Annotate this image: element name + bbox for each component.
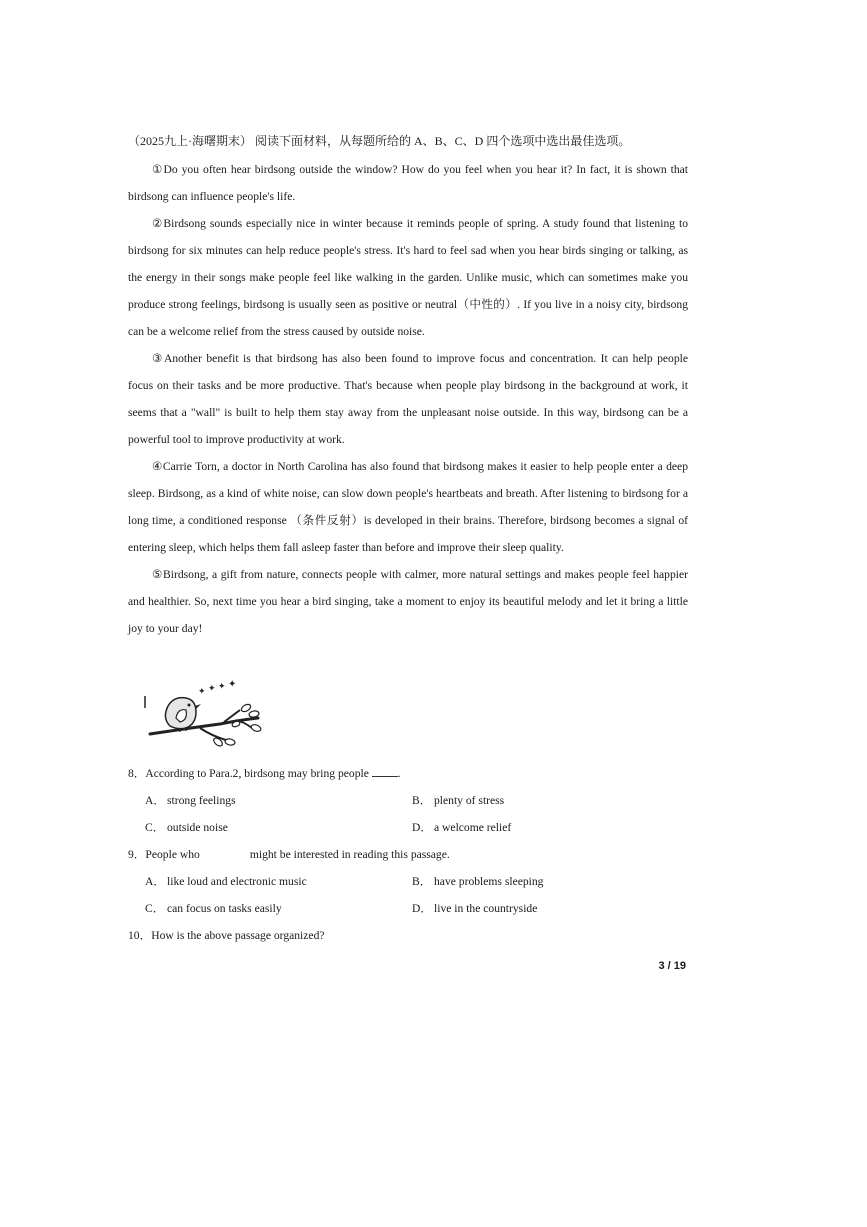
question-9-number: 9．: [128, 848, 146, 861]
option-letter: C．: [145, 902, 165, 915]
page-number: 3 / 19: [658, 960, 686, 972]
question-8-stem: According to Para.2, birdsong may bring people: [145, 767, 369, 780]
question-9-options-row-1: [128, 868, 688, 895]
passage-paragraph-3: ③Another benefit is that birdsong has also been found to improve focus and concentration. It can help people focus on their tasks and be more productive. That's because when people play birdsong in the background at work, it seems that a "wall" is built to help them stay away from the unpleasant noise outside. In this way, birdsong can be a powerful tool to improve productivity at work.: [128, 352, 688, 446]
question-8-number: 8．: [128, 767, 146, 780]
svg-text:✦: ✦: [208, 684, 216, 694]
passage-paragraph-2: ②Birdsong sounds especially nice in winter because it reminds people of spring. A study found that listening to birdsong for six minutes can help reduce people's stress. It's hard to feel sad when you hear birds singing or talking, as the energy in their songs make people feel like walking in the garden. Unlike music, which can sometimes make you produce strong feelings, birdsong is usually seen as positive or neutral（中性的）. If you live in a noisy city, birdsong can be a welcome relief from the stress caused by outside noise.: [128, 217, 688, 338]
question-8-stem-end: .: [397, 767, 401, 780]
svg-text:✦: ✦: [218, 682, 226, 692]
option-letter: A．: [145, 875, 165, 888]
svg-text:✦: ✦: [198, 687, 206, 697]
question-9: [128, 841, 688, 868]
option-letter: D．: [412, 902, 432, 915]
question-8-option-b[interactable]: [412, 787, 679, 814]
question-9-stem: People who: [145, 848, 200, 861]
question-9-option-b[interactable]: [412, 868, 679, 895]
option-letter: B．: [412, 875, 432, 888]
passage-paragraph-4: ④Carrie Torn, a doctor in North Carolina has also found that birdsong makes it easier to help people enter a deep sleep. Birdsong, as a kind of white noise, can slow down people's heartbeats and breath. After listening to birdsong for a long time, a conditioned response （条件反射）is developed in their brains. Therefore, birdsong becomes a signal of entering sleep, which helps them fall asleep faster than before and improve their sleep quality.: [128, 460, 688, 554]
question-9-option-a[interactable]: [145, 868, 412, 895]
option-letter: C．: [145, 821, 165, 834]
option-text: live in the countryside: [434, 902, 538, 915]
question-8-options-row-1: [128, 787, 688, 814]
option-letter: D．: [412, 821, 432, 834]
option-text: a welcome relief: [434, 821, 512, 834]
question-9-option-c[interactable]: [145, 895, 412, 922]
bird-on-branch-icon: [140, 678, 270, 754]
option-text: like loud and electronic music: [167, 875, 307, 888]
option-text: can focus on tasks easily: [167, 902, 282, 915]
question-8-options-row-2: [128, 814, 688, 841]
answer-blank: [372, 764, 398, 777]
passage-paragraph-1: ①Do you often hear birdsong outside the window? How do you feel when you hear it? In fact, it is shown that birdsong can influence people's life.: [128, 163, 688, 203]
option-text: strong feelings: [167, 794, 236, 807]
question-10: [128, 922, 688, 949]
question-8-option-c[interactable]: [145, 814, 412, 841]
question-10-number: 10．: [128, 929, 152, 942]
reading-instruction: [128, 133, 688, 149]
question-9-stem-end: might be interested in reading this passage.: [249, 848, 450, 861]
question-10-stem: How is the above passage organized?: [151, 929, 325, 942]
option-text: have problems sleeping: [434, 875, 544, 888]
question-9-options-row-2: [128, 895, 688, 922]
option-text: plenty of stress: [434, 794, 505, 807]
option-letter: A．: [145, 794, 165, 807]
question-source: （2025九上·海曙期末）: [128, 134, 252, 148]
reading-passage: [128, 156, 688, 642]
question-8-option-d[interactable]: [412, 814, 679, 841]
question-8-option-a[interactable]: [145, 787, 412, 814]
option-letter: B．: [412, 794, 432, 807]
question-list: [128, 760, 688, 949]
passage-paragraph-5: ⑤Birdsong, a gift from nature, connects people with calmer, more natural settings and makes people feel happier and healthier. So, next time you hear a bird singing, take a moment to enjoy its beautiful melody and let it bring a little joy to your day!: [128, 568, 688, 635]
instruction-text: 阅读下面材料，从每题所给的 A、B、C、D 四个选项中选出最佳选项。: [255, 134, 631, 148]
option-text: outside noise: [167, 821, 228, 834]
question-9-option-d[interactable]: [412, 895, 679, 922]
svg-text:✦: ✦: [228, 679, 237, 690]
question-8: [128, 760, 688, 787]
